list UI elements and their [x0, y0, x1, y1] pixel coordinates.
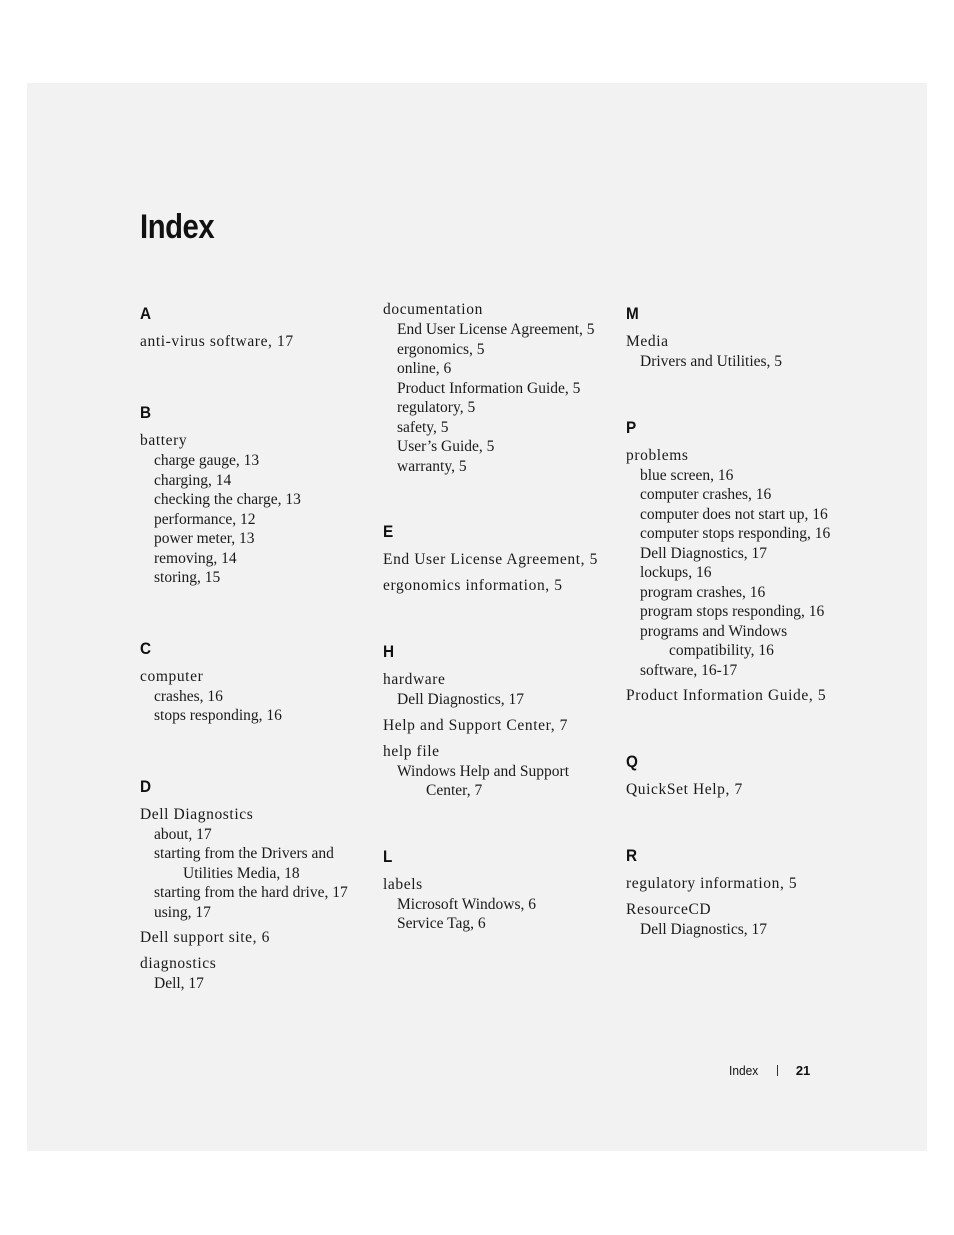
index-column-3	[626, 300, 851, 946]
index-section	[140, 773, 365, 994]
index-entry	[383, 300, 608, 476]
section-letter: L	[383, 846, 393, 866]
sub-entry: program stops responding, 16	[640, 603, 825, 620]
sub-entry: removing, 14	[154, 549, 237, 567]
sub-entry: online, 6	[397, 360, 452, 377]
entry-term: Dell support site, 6	[140, 929, 270, 946]
sub-entry: software, 16-17	[640, 661, 738, 679]
page-title: Index	[140, 208, 215, 246]
sub-entry: charge gauge, 13	[154, 452, 260, 469]
sub-entry: performance, 12	[154, 510, 256, 528]
section-spacer	[140, 358, 365, 399]
index-entry	[383, 875, 608, 934]
sub-entry: stops responding, 16	[154, 707, 282, 724]
sub-entry: safety, 5	[397, 418, 449, 436]
section-spacer	[383, 602, 608, 638]
index-section	[383, 843, 608, 934]
index-section	[626, 300, 851, 372]
entry-term: labels	[383, 875, 423, 893]
sub-entry: ergonomics, 5	[397, 340, 485, 358]
entry-term: problems	[626, 446, 689, 464]
entry-term: ResourceCD	[626, 901, 712, 918]
section-letter: R	[626, 846, 638, 865]
sub-entry: storing, 15	[154, 569, 221, 586]
sub-entry: Dell Diagnostics, 17	[640, 921, 767, 938]
index-section	[140, 300, 365, 352]
index-section	[626, 414, 851, 707]
index-section	[140, 399, 365, 588]
sub-entry: program crashes, 16	[640, 583, 766, 601]
sub-entry: Dell Diagnostics, 17	[640, 544, 767, 562]
sub-entry: Service Tag, 6	[397, 915, 486, 932]
section-letter: C	[140, 638, 152, 658]
sub-entry-list	[626, 352, 851, 372]
section-letter: P	[626, 417, 637, 437]
footer-label: Index	[729, 1063, 759, 1078]
sub-entry: computer does not start up, 16	[640, 505, 828, 523]
sub-entry-list	[383, 895, 608, 934]
section-spacer	[140, 732, 365, 773]
index-entry	[140, 928, 365, 948]
footer-separator	[777, 1065, 778, 1076]
index-entry	[140, 667, 365, 726]
sub-entry: Microsoft Windows, 6	[397, 895, 537, 913]
sub-entry: Drivers and Utilities, 5	[640, 353, 783, 370]
entry-term: regulatory information, 5	[626, 875, 798, 892]
sub-entry: starting from the Drivers and Utilities Media, 18	[154, 845, 334, 882]
sub-entry: Windows Help and Support Center, 7	[397, 762, 570, 799]
section-letter: E	[383, 522, 394, 541]
index-entry	[626, 446, 851, 681]
sub-entry-list	[383, 320, 608, 476]
index-entry	[626, 874, 851, 894]
sub-entry: checking the charge, 13	[154, 491, 301, 508]
entry-term: help file	[383, 742, 440, 760]
entry-term: QuickSet Help, 7	[626, 781, 743, 798]
index-entry	[626, 686, 851, 706]
sub-entry-list	[383, 762, 608, 801]
sub-entry: power meter, 13	[154, 530, 255, 547]
index-entry	[140, 805, 365, 923]
sub-entry-list	[140, 974, 365, 994]
sub-entry-list	[140, 687, 365, 726]
section-spacer	[140, 594, 365, 635]
index-column-2	[383, 300, 608, 940]
index-entry	[383, 670, 608, 710]
sub-entry: warranty, 5	[397, 457, 467, 475]
entry-term: diagnostics	[140, 955, 217, 972]
sub-entry-list	[626, 466, 851, 681]
sub-entry: starting from the hard drive, 17	[154, 884, 348, 901]
index-entry	[626, 780, 851, 800]
sub-entry: User’s Guide, 5	[397, 438, 495, 455]
index-entry	[140, 431, 365, 588]
section-spacer	[626, 378, 851, 414]
section-letter: B	[140, 403, 152, 422]
entry-term: Media	[626, 333, 669, 350]
sub-entry: Dell, 17	[154, 975, 204, 992]
entry-term: computer	[140, 667, 204, 685]
section-spacer	[626, 712, 851, 748]
section-letter: A	[140, 304, 152, 323]
index-entry	[383, 576, 608, 596]
section-spacer	[383, 807, 608, 843]
sub-entry: using, 17	[154, 903, 211, 921]
index-column-1	[140, 300, 365, 1000]
sub-entry: charging, 14	[154, 471, 232, 489]
sub-entry: End User License Agreement, 5	[397, 321, 595, 338]
sub-entry: regulatory, 5	[397, 399, 476, 416]
index-entry	[626, 332, 851, 372]
sub-entry: lockups, 16	[640, 564, 712, 581]
index-entry	[140, 332, 365, 352]
index-section	[626, 842, 851, 940]
index-entry	[626, 900, 851, 940]
section-spacer	[383, 482, 608, 518]
sub-entry: computer crashes, 16	[640, 486, 772, 503]
entry-term: Help and Support Center, 7	[383, 716, 569, 734]
index-section	[383, 638, 608, 801]
index-entry	[140, 954, 365, 994]
sub-entry: blue screen, 16	[640, 466, 734, 484]
index-section	[626, 748, 851, 800]
entry-term: ergonomics information, 5	[383, 577, 563, 594]
sub-entry-list	[140, 825, 365, 923]
index-entry	[383, 550, 608, 570]
sub-entry: programs and Windows compatibility, 16	[640, 622, 788, 659]
entry-term: Product Information Guide, 5	[626, 687, 827, 704]
entry-term: documentation	[383, 301, 483, 318]
entry-term: End User License Agreement, 5	[383, 551, 598, 568]
index-entry	[383, 742, 608, 801]
section-letter: M	[626, 304, 639, 323]
section-letter: D	[140, 776, 152, 796]
index-section	[383, 518, 608, 596]
entry-term: hardware	[383, 671, 446, 688]
sub-entry-list	[383, 690, 608, 710]
section-letter: H	[383, 642, 395, 661]
sub-entry: Dell Diagnostics, 17	[397, 691, 524, 708]
index-section	[383, 300, 608, 476]
sub-entry: crashes, 16	[154, 687, 223, 705]
sub-entry: computer stops responding, 16	[640, 525, 831, 542]
section-spacer	[626, 806, 851, 842]
section-letter: Q	[626, 752, 638, 771]
page-footer	[729, 1062, 810, 1080]
sub-entry-list	[626, 920, 851, 940]
page-number: 21	[795, 1063, 811, 1078]
sub-entry-list	[140, 451, 365, 588]
index-section	[140, 635, 365, 726]
entry-term: battery	[140, 432, 188, 449]
sub-entry: Product Information Guide, 5	[397, 379, 581, 397]
entry-term: Dell Diagnostics	[140, 805, 254, 823]
entry-term: anti-virus software, 17	[140, 333, 294, 350]
index-entry	[383, 716, 608, 736]
sub-entry: about, 17	[154, 825, 212, 843]
